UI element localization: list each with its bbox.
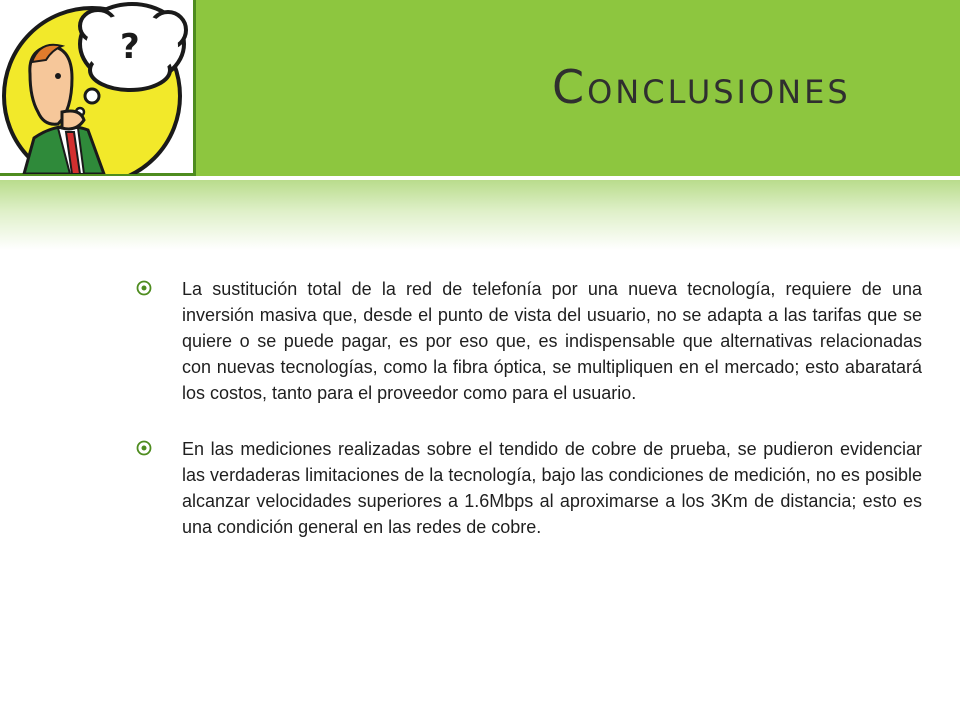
- thinking-man-icon: [0, 0, 194, 174]
- header-gradient: [0, 180, 960, 250]
- bullet-text: En las mediciones realizadas sobre el tendido de cobre de prueba, se pudieron evidenciar las verdaderas limitaciones de la tecnología, bajo las condiciones de medición, no es posible alcanzar velocidades superiores a 1.6Mbps al aproximarse a los 3Km de distancia; esto es una condición general en las redes de cobre.: [182, 439, 922, 537]
- thinking-man-logo: [0, 0, 196, 176]
- bullet-list: [136, 276, 922, 570]
- bullet-text: La sustitución total de la red de telefonía por una nueva tecnología, requiere de una inversión masiva que, desde el punto de vista del usuario, no se adapta a las tarifas que se quiere o se puede pagar, es por eso que, es indispensable que alternativas relacionadas con nuevas tecnologías, como la fibra óptica, se multipliquen en el mercado; esto abaratará los costos, tanto para el proveedor como para el usuario.: [182, 279, 922, 403]
- question-mark: ?: [120, 27, 140, 67]
- bullet-item: [136, 276, 922, 406]
- circled-dot-bullet-icon: [136, 440, 152, 456]
- bullet-item: [136, 436, 922, 540]
- slide-title: Conclusiones: [552, 60, 851, 114]
- circled-dot-bullet-icon: [136, 280, 152, 296]
